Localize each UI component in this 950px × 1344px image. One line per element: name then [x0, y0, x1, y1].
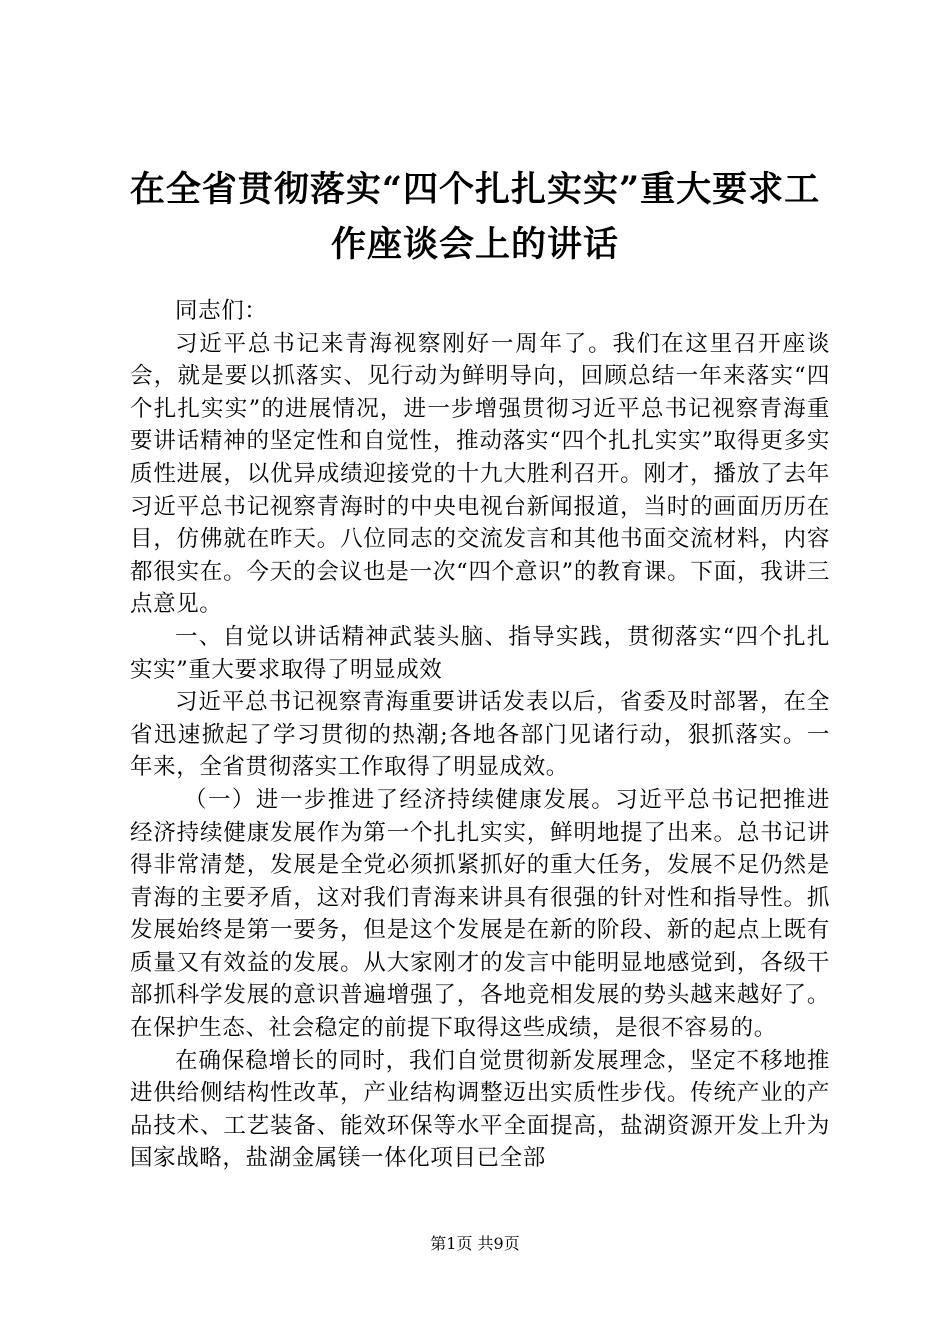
page-number-footer: 第1页 共9页 — [430, 1234, 520, 1253]
subsection-paragraph-one: （一）进一步推进了经济持续健康发展。习近平总书记把推进经济持续健康发展作为第一个扎扎实实，鲜明地提了出来。总书记讲得非常清楚，发展是全党必须抓紧抓好的重大任务，发展不足仍然是青海的主要矛盾，这对我们青海来讲具有很强的针对性和指导性。抓发展始终是第一要务，但是这个发展是在新的阶段、新的起点上既有质量又有效益的发展。从大家刚才的发言中能明显地感觉到，各级干部抓科学发展的意识普遍增强了，各地竞相发展的势头越来越好了。在保护生态、社会稳定的前提下取得这些成绩，是很不容易的。 — [130, 786, 830, 1042]
salutation-paragraph: 同志们： — [175, 298, 268, 324]
document-body — [130, 295, 830, 1175]
body-paragraph: 习近平总书记视察青海重要讲话发表以后，省委及时部署，在全省迅速掀起了学习贯彻的热潮;各地各部门见诸行动，狠抓落实。一年来，全省贯彻落实工作取得了明显成效。 — [130, 689, 830, 781]
body-paragraph: 在确保稳增长的同时，我们自觉贯彻新发展理念，坚定不移地推进供给侧结构性改革，产业结构调整迈出实质性步伐。传统产业的产品技术、工艺装备、能效环保等水平全面提高，盐湖资源开发上升为国家战略，盐湖金属镁一体化项目已全部 — [130, 1047, 830, 1172]
intro-paragraph: 习近平总书记来青海视察刚好一周年了。我们在这里召开座谈会，就是要以抓落实、见行动为鲜明导向，回顾总结一年来落实“四个扎扎实实”的进展情况，进一步增强贯彻习近平总书记视察青海重要讲话精神的坚定性和自觉性，推动落实“四个扎扎实实”取得更多实质性进展，以优异成绩迎接党的十九大胜利召开。刚才，播放了去年习近平总书记视察青海时的中央电视台新闻报道，当时的画面历历在目，仿佛就在昨天。八位同志的交流发言和其他书面交流材料，内容都很实在。今天的会议也是一次“四个意识”的教育课。下面，我讲三点意见。 — [130, 330, 830, 618]
section-heading-one: 一、自觉以讲话精神武装头脑、指导实践，贯彻落实“四个扎扎实实”重大要求取得了明显成效 — [130, 623, 830, 683]
document-title: 在全省贯彻落实“四个扎扎实实”重大要求工作座谈会上的讲话 — [129, 169, 821, 265]
